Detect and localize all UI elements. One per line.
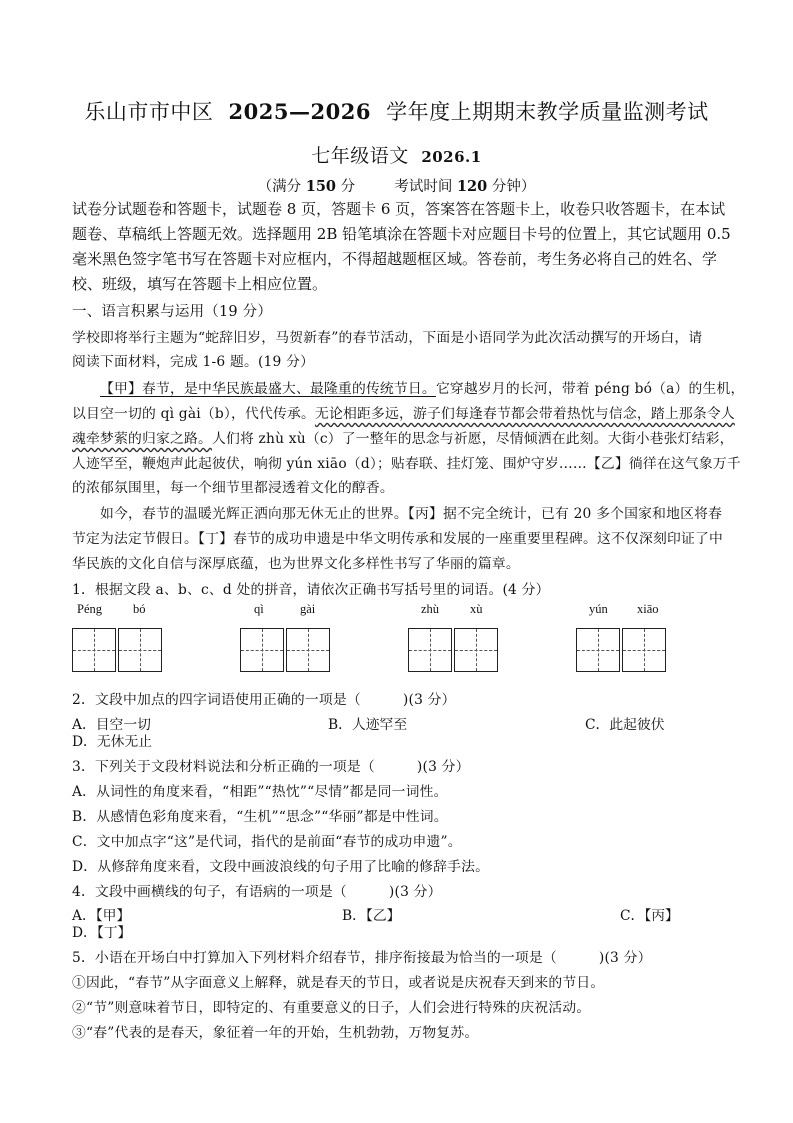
- sentence-jia: 【甲】春节，是中华民族最盛大、最隆重的传统节日。: [100, 381, 436, 397]
- section-heading: 一、语言积累与运用（19 分）: [72, 304, 273, 320]
- passage-line-6: 如今，春节的温暖光辉正洒向那无休无止的世界。【丙】据不完全统计，已有 20 多个国家和地区将春: [100, 506, 723, 522]
- pinyin-label: yún: [589, 602, 608, 616]
- q3-option-c[interactable]: C．文中加点字“这”是代词，指代的是前面“春节的成功申遗”。: [72, 834, 462, 850]
- passage-line-4: [72, 452, 741, 472]
- q2-stem: 2．文段中加点的四字词语使用正确的一项是（ )(3 分）: [72, 692, 456, 708]
- q4-stem: 4．文段中画横线的句子，有语病的一项是（ )(3 分）: [72, 884, 442, 900]
- q4-option-d[interactable]: D．【丁】: [72, 925, 132, 941]
- q3-option-b[interactable]: B．从感情色彩角度来看，“生机”“思念”“华丽”都是中性词。: [72, 809, 448, 825]
- passage-text: 人们将 zhù xù（c）了一整年的思念与祈愿，尽情倾洒在此刻。大街小巷张灯结彩，: [211, 431, 734, 447]
- pinyin-label: xù: [470, 602, 483, 616]
- pinyin-label: Péng: [77, 602, 102, 616]
- score-unit: 分: [340, 179, 356, 195]
- instructions: 试卷分试题卷和答题卡，试题卷 8 页，答题卡 6 页，答案答在答题卡上，收卷只收答题卡，在本试题卷、草稿纸上答题无效。选择题用 2B 铅笔填涂在答题卡对应题目卡号的位置上，其它试题用 0.5 毫米黑色签字笔书写在答题卡对应框内，不得超越题框区域。答卷前，考生务必将自己的姓名、学校、班级，填写在答题卡上相应位置。: [72, 200, 731, 293]
- tianzige-box[interactable]: [408, 628, 452, 672]
- q5-item-3: ③“春”代表的是春天，象征着一年的开始，生机勃勃，万物复苏。: [72, 1025, 479, 1041]
- q5-stem: 5．小语在开场白中打算加入下列材料介绍春节，排序衔接最为恰当的一项是（ )(3 分）: [72, 950, 652, 966]
- time-label: 考试时间: [394, 179, 453, 195]
- q2-option-a[interactable]: A．目空一切: [72, 717, 151, 733]
- tianzige-box[interactable]: [454, 628, 498, 672]
- q4-option-b[interactable]: B．【乙】: [342, 908, 401, 924]
- full-score: 150: [305, 178, 337, 195]
- pinyin-label: gài: [300, 602, 316, 616]
- score-label: （满分: [257, 179, 302, 195]
- exam-name: 学年度上期期末教学质量监测考试: [386, 100, 709, 124]
- passage-line-2: [72, 402, 735, 422]
- answer-grid-b[interactable]: [240, 628, 331, 673]
- passage-line-8: 华民族的文化自信与深厚底蕴，也为世界文化多样性书写了华丽的篇章。: [72, 556, 520, 572]
- tianzige-box[interactable]: [72, 628, 116, 672]
- passage-line-3: [72, 427, 734, 447]
- q4-option-a[interactable]: A．【甲】: [72, 908, 131, 924]
- pinyin-label: xiāo: [637, 602, 659, 616]
- answer-grid-d[interactable]: [576, 628, 667, 673]
- wavy-sentence-end: 魂牵梦萦的归家之路。: [72, 431, 212, 447]
- tianzige-box[interactable]: [240, 628, 284, 672]
- q5-item-2: ②“节”则意味着节日，即特定的、有重要意义的日子，人们会进行特殊的庆祝活动。: [72, 1000, 591, 1016]
- subject-title: 七年级语文: [311, 145, 409, 167]
- q3-option-d[interactable]: D．从修辞角度来看，文段中画波浪线的句子用了比喻的修辞手法。: [72, 859, 490, 875]
- subject-line: [0, 141, 793, 168]
- region-name: 乐山市市中区: [84, 100, 214, 124]
- time-unit: 分钟）: [491, 179, 536, 195]
- passage-line-5: 的浓郁氛围里，每一个细节里都浸透着文化的醇香。: [72, 480, 394, 496]
- school-year: 2025—2026: [228, 99, 371, 124]
- passage-line-7: 节定为法定节假日。【丁】春节的成功申遗是中华文明传承和发展的一座重要里程碑。这不仅深刻印证了中: [72, 531, 723, 547]
- q2-option-b[interactable]: B．人迹罕至: [328, 717, 408, 733]
- answer-grid-c[interactable]: [408, 628, 499, 673]
- time-value: 120: [456, 178, 488, 195]
- q1-stem: 1．根据文段 a、b、c、d 处的拼音，请依次正确书写括号里的词语。(4 分）: [72, 582, 550, 598]
- passage-text: ，鞭炮声此起彼伏，响彻 yún xiāo（d）；贴春联、挂灯笼、围炉守岁……【乙】徜徉在这气象万千: [128, 456, 741, 472]
- q2-option-c[interactable]: C．此起彼伏: [585, 717, 665, 733]
- tianzige-box[interactable]: [576, 628, 620, 672]
- answer-grid-a[interactable]: [72, 628, 163, 673]
- section-intro-2: 阅读下面材料，完成 1-6 题。(19 分）: [72, 354, 315, 370]
- pinyin-label: qì: [254, 602, 264, 616]
- passage-line-1: [100, 377, 745, 397]
- q5-item-1: ①因此，“春节”从字面意义上解释，就是春天的节日，或者说是庆祝春天到来的节日。: [72, 975, 605, 991]
- dotted-idiom: 人迹罕至: [72, 456, 128, 472]
- q3-option-a[interactable]: A．从词性的角度来看，“相距”“热忱”“尽情”都是同一词性。: [72, 784, 448, 800]
- wavy-sentence: 无论相距多远，游子们每逢春节都会带着热忱与信念，踏上那条令人: [314, 406, 735, 422]
- q4-option-c[interactable]: C．【丙】: [620, 908, 679, 924]
- exam-title: [0, 96, 793, 126]
- pinyin-label: bó: [133, 602, 146, 616]
- tianzige-box[interactable]: [286, 628, 330, 672]
- q2-option-d[interactable]: D．无休无止: [72, 734, 153, 750]
- score-time-info: [0, 175, 793, 196]
- section-intro-1: 学校即将举行主题为“蛇辞旧岁，马贺新春”的春节活动，下面是小语同学为此次活动撰写的开场白，请: [72, 330, 703, 346]
- passage-text: 它穿越岁月的长河，带着 péng bó（a）的生机，: [435, 381, 745, 397]
- passage-text: 以目空一切的 qì gài（b），代代传承。: [72, 406, 315, 422]
- q3-stem: 3．下列关于文段材料说法和分析正确的一项是（ )(3 分）: [72, 759, 470, 775]
- pinyin-label: zhù: [421, 602, 440, 616]
- tianzige-box[interactable]: [622, 628, 666, 672]
- exam-date: 2026.1: [421, 148, 482, 166]
- tianzige-box[interactable]: [118, 628, 162, 672]
